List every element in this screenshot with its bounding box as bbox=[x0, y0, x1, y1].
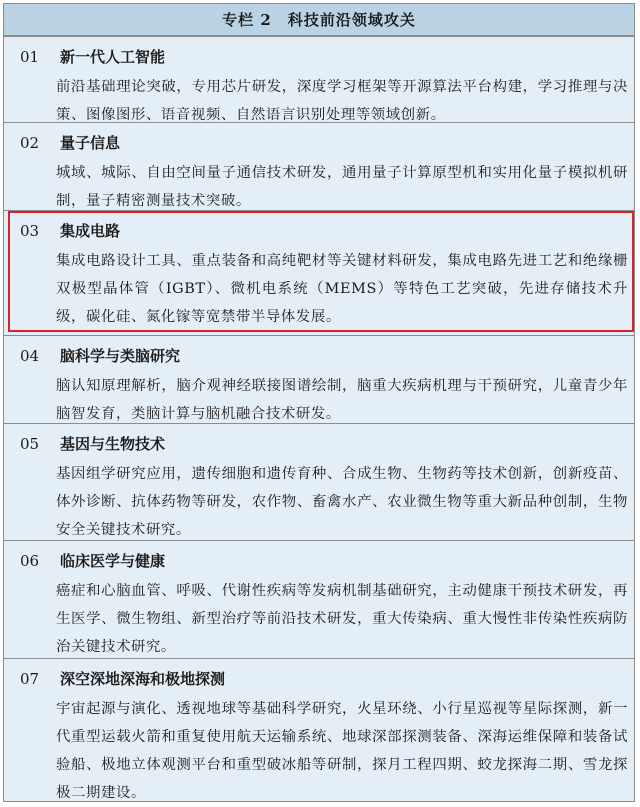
section-biotech bbox=[4, 423, 634, 540]
section-number: 04 bbox=[20, 347, 40, 365]
section-number: 01 bbox=[20, 48, 40, 66]
section-title: 基因与生物技术 bbox=[60, 435, 166, 453]
section-number: 02 bbox=[20, 134, 40, 152]
section-clinical-medicine bbox=[4, 540, 634, 658]
section-body: 集成电路设计工具、重点装备和高纯靶材等关键材料研发，集成电路先进工艺和绝缘栅双极型晶体管（IGBT）、微机电系统（MEMS）等特色工艺突破，先进存储技术升级，碳化硅、氮化镓等宽禁带半导体发展。 bbox=[56, 253, 628, 325]
section-body: 前沿基础理论突破，专用芯片研发，深度学习框架等开源算法平台构建，学习推理与决策、图像图形、语音视频、自然语言识别处理等领域创新。 bbox=[56, 79, 628, 123]
section-body: 基因组学研究应用，遗传细胞和遗传育种、合成生物、生物药等技术创新，创新疫苗、体外诊断、抗体药物等研发，农作物、畜禽水产、农业微生物等重大新品种创制，生物安全关键技术研究。 bbox=[56, 466, 628, 538]
section-title: 临床医学与健康 bbox=[60, 552, 166, 570]
section-brain-science bbox=[4, 335, 634, 423]
section-number: 05 bbox=[20, 435, 40, 453]
section-quantum bbox=[4, 122, 634, 210]
section-title: 新一代人工智能 bbox=[60, 48, 166, 66]
section-body: 脑认知原理解析，脑介观神经联接图谱绘制，脑重大疾病机理与干预研究，儿童青少年脑智发育，类脑计算与脑机融合技术研发。 bbox=[56, 378, 628, 422]
section-title: 脑科学与类脑研究 bbox=[60, 347, 181, 365]
column-panel bbox=[3, 3, 635, 802]
section-heading bbox=[20, 433, 165, 454]
section-exploration bbox=[4, 658, 634, 801]
section-ai bbox=[4, 36, 634, 122]
section-heading bbox=[20, 132, 120, 153]
section-integrated-circuit bbox=[4, 210, 634, 335]
section-heading bbox=[20, 220, 120, 241]
section-body: 宇宙起源与演化、透视地球等基础科学研究，火星环绕、小行星巡视等星际探测，新一代重型运载火箭和重复使用航天运输系统、地球深部探测装备、深海运维保障和装备试验船、极地立体观测平台和重型破冰船等研制，探月工程四期、蛟龙探海二期、雪龙探极二期建设。 bbox=[56, 701, 628, 801]
section-title: 深空深地深海和极地探测 bbox=[60, 670, 226, 688]
column-title-text: 专栏 2 科技前沿领域攻关 bbox=[222, 11, 416, 29]
section-heading bbox=[20, 550, 165, 571]
section-heading bbox=[20, 46, 165, 67]
section-number: 06 bbox=[20, 552, 40, 570]
section-number: 03 bbox=[20, 222, 40, 240]
column-title bbox=[4, 4, 634, 36]
section-heading bbox=[20, 345, 180, 366]
section-heading bbox=[20, 668, 225, 689]
section-body: 癌症和心脑血管、呼吸、代谢性疾病等发病机制基础研究，主动健康干预技术研发，再生医学、微生物组、新型治疗等前沿技术研发，重大传染病、重大慢性非传染性疾病防治关键技术研究。 bbox=[56, 583, 628, 655]
section-body: 城域、城际、自由空间量子通信技术研发，通用量子计算原型机和实用化量子模拟机研制，量子精密测量技术突破。 bbox=[56, 165, 628, 209]
section-title: 量子信息 bbox=[60, 134, 121, 152]
section-title: 集成电路 bbox=[60, 222, 121, 240]
section-number: 07 bbox=[20, 670, 40, 688]
